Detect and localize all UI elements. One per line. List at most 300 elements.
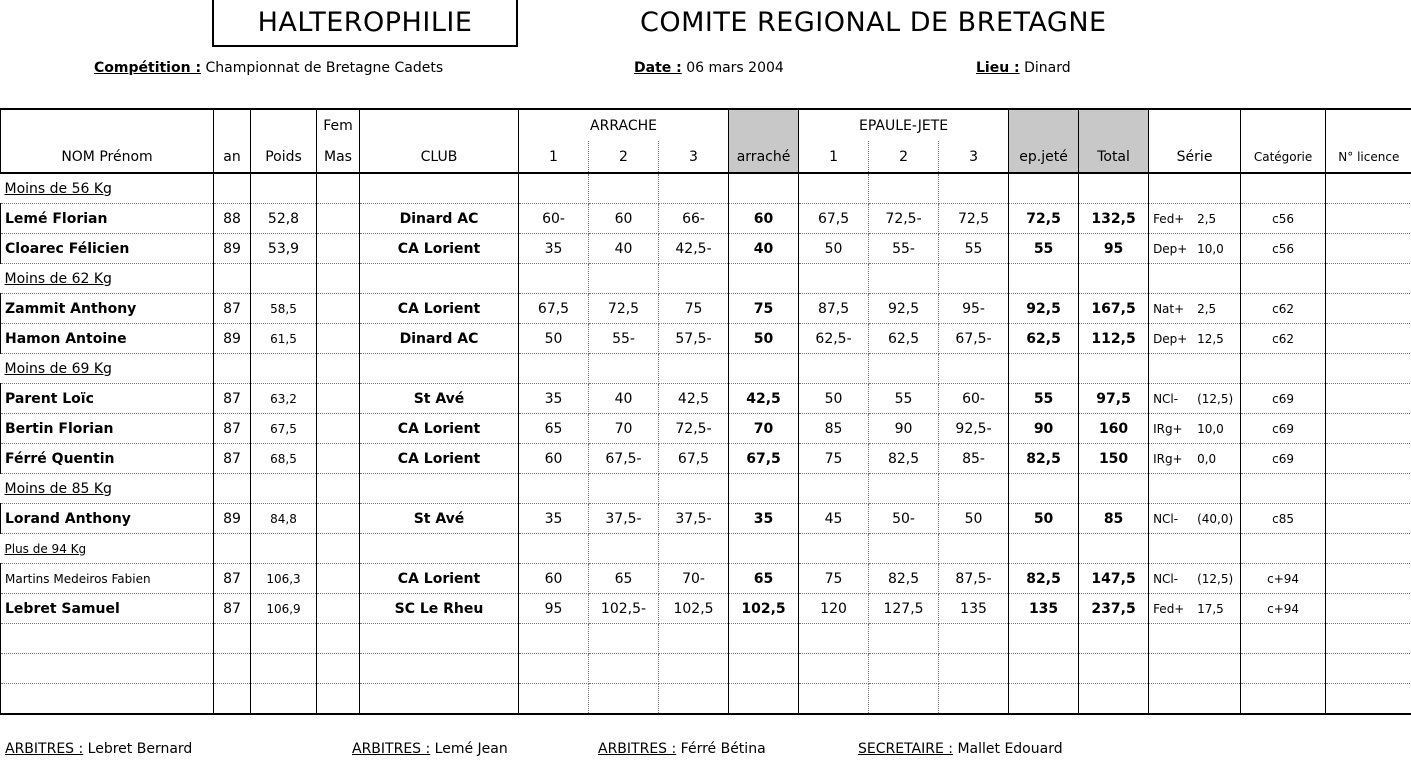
- empty-cell: [589, 534, 659, 564]
- empty-cell: [869, 624, 939, 654]
- col-serie: Série: [1149, 141, 1241, 173]
- cell-a1: 35: [519, 234, 589, 264]
- empty-cell: [317, 444, 360, 474]
- serie-cell: [1149, 384, 1241, 414]
- serie-cell: [1149, 204, 1241, 234]
- empty-cell: [1241, 264, 1326, 294]
- empty-cell: [317, 594, 360, 624]
- cell-a3: 72,5-: [659, 414, 729, 444]
- cell-nom: Zammit Anthony: [1, 294, 214, 324]
- empty-cell: [939, 354, 1009, 384]
- cell-nom: Bertin Florian: [1, 414, 214, 444]
- cell-total: 237,5: [1079, 594, 1149, 624]
- cell-poids: 68,5: [251, 444, 317, 474]
- empty-cell: [1326, 444, 1411, 474]
- empty-cell: [1326, 684, 1411, 715]
- empty-cell: [519, 534, 589, 564]
- empty-cell: [1079, 474, 1149, 504]
- empty-cell: [1149, 173, 1241, 204]
- col-e2: 2: [869, 141, 939, 173]
- serie-level: NCl-: [1153, 571, 1179, 586]
- cell-total: 132,5: [1079, 204, 1149, 234]
- cell-categorie: c62: [1241, 324, 1326, 354]
- athlete-row: [1, 564, 1411, 594]
- category-label: Moins de 62 Kg: [1, 264, 214, 294]
- empty-cell: [939, 474, 1009, 504]
- cell-club: Dinard AC: [360, 204, 519, 234]
- cell-club: St Avé: [360, 384, 519, 414]
- empty-cell: [659, 534, 729, 564]
- empty-cell: [939, 684, 1009, 715]
- cell-an: 87: [214, 384, 251, 414]
- empty-cell: [589, 354, 659, 384]
- cell-epjete: 82,5: [1009, 564, 1079, 594]
- cell-club: CA Lorient: [360, 294, 519, 324]
- cell-club: CA Lorient: [360, 414, 519, 444]
- cell-club: CA Lorient: [360, 234, 519, 264]
- date-label: Date :: [634, 60, 682, 76]
- cell-e3: 60-: [939, 384, 1009, 414]
- empty-row: [1, 654, 1411, 684]
- cell-e1: 75: [799, 444, 869, 474]
- empty-cell: [799, 624, 869, 654]
- empty-cell: [214, 624, 251, 654]
- cell-e3: 72,5: [939, 204, 1009, 234]
- empty-cell: [1241, 534, 1326, 564]
- cell-e2: 50-: [869, 504, 939, 534]
- cell-categorie: c+94: [1241, 594, 1326, 624]
- empty-cell: [1241, 474, 1326, 504]
- empty-cell: [659, 654, 729, 684]
- category-label: Moins de 69 Kg: [1, 354, 214, 384]
- empty-cell: [939, 173, 1009, 204]
- table-header-row-1: [1, 109, 1411, 141]
- results-table: [0, 108, 1411, 715]
- lieu-label: Lieu :: [976, 60, 1020, 76]
- cell-e1: 87,5: [799, 294, 869, 324]
- footer-secretaire: [858, 741, 1063, 757]
- empty-cell: [799, 264, 869, 294]
- serie-cell: [1149, 594, 1241, 624]
- empty-cell: [869, 684, 939, 715]
- empty-cell: [519, 654, 589, 684]
- empty-cell: [799, 534, 869, 564]
- cell-epjete: 72,5: [1009, 204, 1079, 234]
- cell-an: 89: [214, 324, 251, 354]
- empty-cell: [317, 354, 360, 384]
- cell-arrache: 50: [729, 324, 799, 354]
- serie-margin: 10,0: [1197, 421, 1224, 436]
- cell-club: CA Lorient: [360, 564, 519, 594]
- cell-categorie: c56: [1241, 204, 1326, 234]
- empty-cell: [1009, 684, 1079, 715]
- cell-a3: 66-: [659, 204, 729, 234]
- athlete-row: [1, 504, 1411, 534]
- empty-cell: [869, 654, 939, 684]
- cell-an: 88: [214, 204, 251, 234]
- cell-e3: 135: [939, 594, 1009, 624]
- cell-poids: 52,8: [251, 204, 317, 234]
- empty-cell: [317, 294, 360, 324]
- cell-poids: 58,5: [251, 294, 317, 324]
- empty-cell: [251, 624, 317, 654]
- cell-a1: 35: [519, 384, 589, 414]
- empty-cell: [1326, 534, 1411, 564]
- cell-epjete: 92,5: [1009, 294, 1079, 324]
- empty-cell: [214, 173, 251, 204]
- empty-cell: [869, 173, 939, 204]
- cell-poids: 84,8: [251, 504, 317, 534]
- empty-cell: [799, 654, 869, 684]
- cell-a1: 60: [519, 564, 589, 594]
- lieu-value: Dinard: [1024, 60, 1071, 76]
- empty-cell: [799, 684, 869, 715]
- cell-club: CA Lorient: [360, 444, 519, 474]
- secretaire-label: SECRETAIRE :: [858, 741, 953, 757]
- athlete-row: [1, 384, 1411, 414]
- cell-a3: 42,5-: [659, 234, 729, 264]
- empty-cell: [360, 624, 519, 654]
- cell-a2: 37,5-: [589, 504, 659, 534]
- competition-value: Championnat de Bretagne Cadets: [205, 60, 444, 76]
- empty-cell: [659, 354, 729, 384]
- cell-e1: 50: [799, 384, 869, 414]
- cell-a2: 40: [589, 234, 659, 264]
- empty-cell: [1326, 294, 1411, 324]
- category-row: [1, 354, 1411, 384]
- empty-cell: [729, 654, 799, 684]
- empty-cell: [317, 474, 360, 504]
- cell-categorie: c62: [1241, 294, 1326, 324]
- empty-cell: [1149, 534, 1241, 564]
- cell-e1: 120: [799, 594, 869, 624]
- empty-cell: [1009, 534, 1079, 564]
- title-comite: COMITE REGIONAL DE BRETAGNE: [640, 7, 1107, 38]
- cell-total: 97,5: [1079, 384, 1149, 414]
- empty-cell: [729, 474, 799, 504]
- cell-a3: 42,5: [659, 384, 729, 414]
- footer-arbitre-1: [5, 741, 192, 757]
- empty-cell: [1009, 173, 1079, 204]
- cell-a3: 70-: [659, 564, 729, 594]
- cell-poids: 61,5: [251, 324, 317, 354]
- cell-poids: 67,5: [251, 414, 317, 444]
- cell-e1: 62,5-: [799, 324, 869, 354]
- empty-cell: [251, 534, 317, 564]
- empty-cell: [729, 534, 799, 564]
- empty-cell: [251, 474, 317, 504]
- empty-cell: [589, 654, 659, 684]
- cell-an: 87: [214, 294, 251, 324]
- empty-cell: [1, 654, 214, 684]
- cell-e2: 82,5: [869, 564, 939, 594]
- cell-a3: 75: [659, 294, 729, 324]
- cell-a3: 102,5: [659, 594, 729, 624]
- cell-a2: 72,5: [589, 294, 659, 324]
- cell-epjete: 50: [1009, 504, 1079, 534]
- empty-cell: [1241, 684, 1326, 715]
- col-arrache: arraché: [729, 141, 799, 173]
- empty-cell: [589, 684, 659, 715]
- cell-e2: 82,5: [869, 444, 939, 474]
- empty-row: [1, 624, 1411, 654]
- cell-e3: 92,5-: [939, 414, 1009, 444]
- cell-e3: 67,5-: [939, 324, 1009, 354]
- cell-categorie: c69: [1241, 444, 1326, 474]
- date-info: [634, 60, 784, 76]
- empty-cell: [519, 684, 589, 715]
- col-arrache-group: ARRACHE: [519, 109, 729, 141]
- cell-epjete: 135: [1009, 594, 1079, 624]
- empty-cell: [1009, 474, 1079, 504]
- cell-total: 147,5: [1079, 564, 1149, 594]
- competition-info: [94, 60, 443, 76]
- serie-margin: (40,0): [1197, 511, 1234, 526]
- cell-epjete: 90: [1009, 414, 1079, 444]
- empty-cell: [1009, 624, 1079, 654]
- empty-cell: [1149, 354, 1241, 384]
- cell-nom: Férré Quentin: [1, 444, 214, 474]
- empty-cell: [317, 234, 360, 264]
- empty-cell: [799, 173, 869, 204]
- cell-an: 87: [214, 564, 251, 594]
- empty-cell: [519, 173, 589, 204]
- serie-cell: [1149, 294, 1241, 324]
- empty-cell: [1079, 534, 1149, 564]
- empty-cell: [317, 624, 360, 654]
- col-e1: 1: [799, 141, 869, 173]
- empty-cell: [360, 654, 519, 684]
- empty-cell: [317, 654, 360, 684]
- cell-e3: 95-: [939, 294, 1009, 324]
- cell-e1: 50: [799, 234, 869, 264]
- serie-cell: [1149, 234, 1241, 264]
- col-e3: 3: [939, 141, 1009, 173]
- empty-cell: [729, 624, 799, 654]
- cell-nom: Lorand Anthony: [1, 504, 214, 534]
- serie-margin: 2,5: [1197, 301, 1217, 316]
- col-ej-group: EPAULE-JETE: [799, 109, 1009, 141]
- athlete-row: [1, 204, 1411, 234]
- empty-cell: [1079, 684, 1149, 715]
- empty-cell: [589, 474, 659, 504]
- serie-cell: [1149, 444, 1241, 474]
- cell-an: 87: [214, 594, 251, 624]
- cell-e2: 62,5: [869, 324, 939, 354]
- empty-cell: [317, 264, 360, 294]
- cell-total: 160: [1079, 414, 1149, 444]
- cell-a1: 60: [519, 444, 589, 474]
- cell-categorie: c85: [1241, 504, 1326, 534]
- cell-total: 150: [1079, 444, 1149, 474]
- cell-a2: 102,5-: [589, 594, 659, 624]
- empty-cell: [1326, 624, 1411, 654]
- cell-a2: 70: [589, 414, 659, 444]
- serie-cell: [1149, 504, 1241, 534]
- cell-e2: 127,5: [869, 594, 939, 624]
- empty-row: [1, 684, 1411, 715]
- competition-label: Compétition :: [94, 60, 202, 76]
- col-categorie: Catégorie: [1241, 141, 1326, 173]
- serie-margin: (12,5): [1197, 391, 1234, 406]
- cell-e1: 85: [799, 414, 869, 444]
- col-nom: NOM Prénom: [1, 141, 214, 173]
- cell-nom: Parent Loïc: [1, 384, 214, 414]
- empty-cell: [360, 684, 519, 715]
- footer-arbitre-3: [598, 741, 766, 757]
- empty-cell: [659, 684, 729, 715]
- cell-a1: 35: [519, 504, 589, 534]
- cell-e3: 55: [939, 234, 1009, 264]
- serie-cell: [1149, 414, 1241, 444]
- serie-level: Nat+: [1153, 301, 1185, 316]
- empty-cell: [317, 384, 360, 414]
- footer-arbitre-2: [352, 741, 508, 757]
- cell-an: 87: [214, 444, 251, 474]
- empty-cell: [1149, 264, 1241, 294]
- category-label: Moins de 56 Kg: [1, 173, 214, 204]
- cell-categorie: c69: [1241, 384, 1326, 414]
- empty-cell: [317, 564, 360, 594]
- serie-level: NCl-: [1153, 391, 1179, 406]
- cell-arrache: 70: [729, 414, 799, 444]
- cell-total: 167,5: [1079, 294, 1149, 324]
- cell-categorie: c56: [1241, 234, 1326, 264]
- empty-cell: [1326, 354, 1411, 384]
- cell-club: SC Le Rheu: [360, 594, 519, 624]
- col-a3: 3: [659, 141, 729, 173]
- empty-cell: [659, 624, 729, 654]
- empty-cell: [317, 534, 360, 564]
- empty-cell: [869, 474, 939, 504]
- cell-a3: 67,5: [659, 444, 729, 474]
- cell-e2: 72,5-: [869, 204, 939, 234]
- serie-level: IRg+: [1153, 421, 1183, 436]
- arbitre1-value: Lebret Bernard: [87, 741, 193, 757]
- col-total: Total: [1079, 141, 1149, 173]
- arbitre2-value: Lemé Jean: [434, 741, 508, 757]
- category-row: [1, 534, 1411, 564]
- serie-level: Dep+: [1153, 331, 1188, 346]
- empty-cell: [1009, 654, 1079, 684]
- empty-cell: [214, 474, 251, 504]
- empty-cell: [729, 354, 799, 384]
- empty-cell: [1, 624, 214, 654]
- col-poids: Poids: [251, 141, 317, 173]
- cell-arrache: 42,5: [729, 384, 799, 414]
- cell-club: St Avé: [360, 504, 519, 534]
- cell-an: 89: [214, 504, 251, 534]
- empty-cell: [589, 264, 659, 294]
- empty-cell: [317, 324, 360, 354]
- cell-a2: 67,5-: [589, 444, 659, 474]
- empty-cell: [1079, 654, 1149, 684]
- empty-cell: [251, 654, 317, 684]
- empty-cell: [1149, 624, 1241, 654]
- empty-cell: [729, 173, 799, 204]
- empty-cell: [1326, 264, 1411, 294]
- cell-a1: 60-: [519, 204, 589, 234]
- empty-cell: [589, 173, 659, 204]
- cell-categorie: c+94: [1241, 564, 1326, 594]
- serie-margin: 10,0: [1197, 241, 1224, 256]
- athlete-row: [1, 414, 1411, 444]
- empty-cell: [659, 173, 729, 204]
- cell-a2: 40: [589, 384, 659, 414]
- cell-arrache: 40: [729, 234, 799, 264]
- empty-cell: [519, 264, 589, 294]
- cell-nom: Lebret Samuel: [1, 594, 214, 624]
- arbitre1-label: ARBITRES :: [5, 741, 84, 757]
- empty-cell: [939, 264, 1009, 294]
- empty-cell: [729, 264, 799, 294]
- col-an: an: [214, 141, 251, 173]
- empty-cell: [589, 624, 659, 654]
- empty-cell: [214, 684, 251, 715]
- athlete-row: [1, 594, 1411, 624]
- empty-cell: [519, 354, 589, 384]
- empty-cell: [659, 474, 729, 504]
- empty-cell: [251, 684, 317, 715]
- cell-a1: 67,5: [519, 294, 589, 324]
- empty-cell: [317, 173, 360, 204]
- empty-cell: [1326, 564, 1411, 594]
- cell-a1: 95: [519, 594, 589, 624]
- serie-level: IRg+: [1153, 451, 1183, 466]
- empty-cell: [869, 354, 939, 384]
- serie-margin: 0,0: [1197, 451, 1217, 466]
- category-row: [1, 474, 1411, 504]
- empty-cell: [360, 264, 519, 294]
- empty-cell: [1149, 654, 1241, 684]
- serie-cell: [1149, 564, 1241, 594]
- col-epjete: ep.jeté: [1009, 141, 1079, 173]
- empty-cell: [1149, 474, 1241, 504]
- empty-cell: [1326, 414, 1411, 444]
- col-club: CLUB: [360, 141, 519, 173]
- empty-cell: [1009, 264, 1079, 294]
- empty-cell: [799, 474, 869, 504]
- empty-cell: [1241, 654, 1326, 684]
- empty-cell: [939, 624, 1009, 654]
- col-a2: 2: [589, 141, 659, 173]
- empty-cell: [1009, 354, 1079, 384]
- empty-cell: [251, 354, 317, 384]
- arbitre3-label: ARBITRES :: [598, 741, 677, 757]
- arbitre3-value: Férré Bétina: [680, 741, 766, 757]
- category-label: Plus de 94 Kg: [1, 534, 214, 564]
- cell-arrache: 60: [729, 204, 799, 234]
- empty-cell: [939, 654, 1009, 684]
- empty-cell: [214, 354, 251, 384]
- serie-margin: 17,5: [1197, 601, 1224, 616]
- cell-a3: 57,5-: [659, 324, 729, 354]
- empty-cell: [1326, 654, 1411, 684]
- cell-e2: 55: [869, 384, 939, 414]
- cell-total: 85: [1079, 504, 1149, 534]
- cell-nom: Cloarec Félicien: [1, 234, 214, 264]
- empty-cell: [317, 204, 360, 234]
- empty-cell: [519, 624, 589, 654]
- col-mas: Mas: [317, 141, 360, 173]
- serie-level: NCl-: [1153, 511, 1179, 526]
- empty-cell: [317, 504, 360, 534]
- empty-cell: [1079, 354, 1149, 384]
- empty-cell: [939, 534, 1009, 564]
- empty-cell: [1079, 264, 1149, 294]
- serie-margin: 12,5: [1197, 331, 1224, 346]
- empty-cell: [1079, 173, 1149, 204]
